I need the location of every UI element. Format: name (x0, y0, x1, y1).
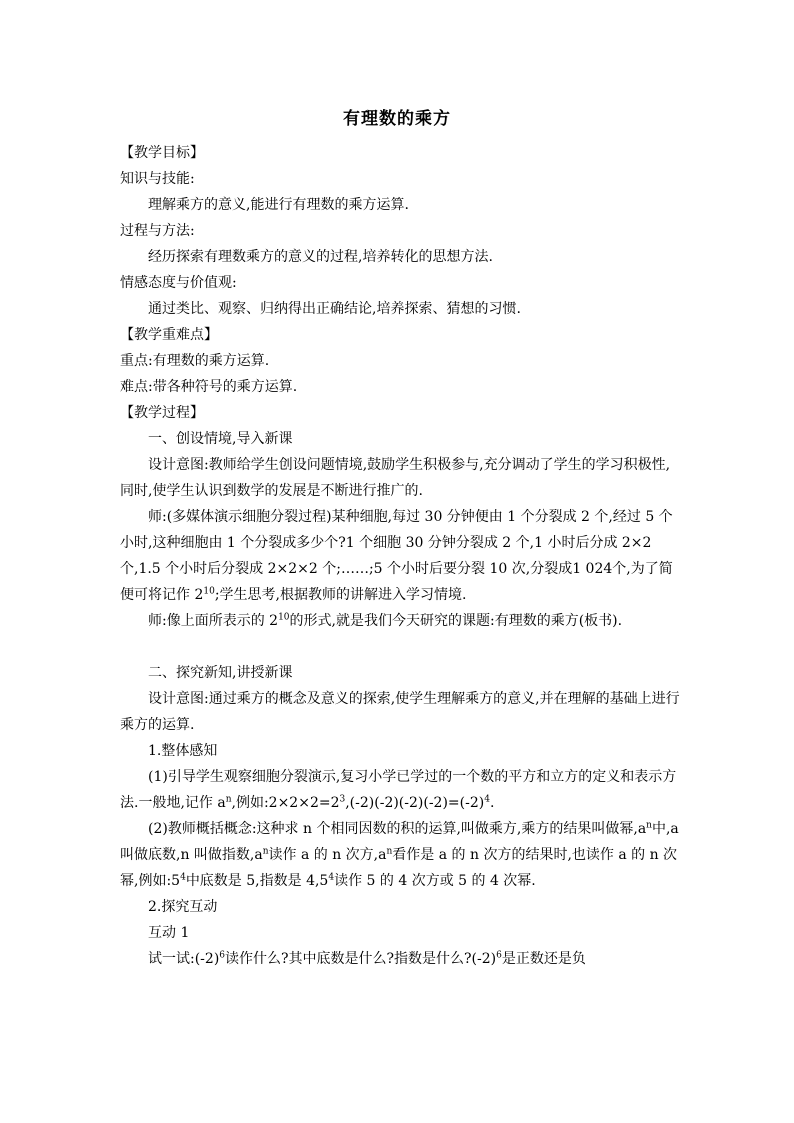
document-body (120, 140, 680, 972)
exponent: n (386, 846, 393, 857)
process-label: 过程与方法: (120, 223, 195, 239)
sub1-title: 1.整体感知 (148, 743, 218, 759)
step1-design: 设计意图:教师给学生创设问题情境,鼓励学生积极参与,充分调动了学生的学习积极性,同时,使学生认识到数学的发展是不断进行推广的. (120, 457, 671, 499)
text-run: 中,a 叫做底数,n 叫做指数,a (120, 821, 679, 863)
sub1-paragraph-2 (120, 816, 680, 894)
text-run: 试一试:(-2) (148, 951, 220, 967)
text-run: 读作什么?其中底数是什么?指数是什么?(-2) (225, 951, 497, 967)
exponent: 6 (496, 950, 502, 961)
knowledge-label: 知识与技能: (120, 171, 195, 187)
text-run: (2)教师概括概念:这种求 n 个相同因数的积的运算,叫做乘方,乘方的结果叫做幂,a (148, 821, 647, 837)
text-run: 的形式,就是我们今天研究的课题:有理数的乘方(板书). (289, 613, 623, 629)
interact-title: 互动 1 (148, 925, 190, 941)
step1-teacher-paragraph-b (120, 608, 680, 634)
attitude-label: 情感态度与价值观: (120, 275, 237, 291)
text-run: 师:(多媒体演示细胞分裂过程)某种细胞,每过 30 分钟便由 1 个分裂成 2 个,经过 5 个小时,这种细胞由 1 个分裂成多少个?1 个细胞 30 分钟分裂成 2 个,1 小时后分成 2×2 个,1.5 个小时后分裂成 2×2×2 个;……;5 个小时后要分裂 10 次,分裂成1 024个,为了简便可将记作 2 (120, 509, 673, 603)
exponent: 3 (339, 794, 346, 805)
text-run: 读作 5 的 4 次方或 5 的 4 次幂. (334, 873, 536, 889)
interact-paragraph (120, 946, 680, 972)
text-run: . (489, 795, 495, 811)
text-run: 看作是 a 的 n 次方的结果时,也读作 a 的 n 次幂,例如:5 (120, 847, 678, 889)
sub1-paragraph-1 (120, 764, 680, 816)
objectives-heading: 【教学目标】 (120, 145, 204, 161)
text-run: ,例如:2×2×2=2 (231, 795, 340, 811)
blank-line (120, 634, 680, 660)
exponent: 4 (484, 794, 490, 805)
text-run: 师:像上面所表示的 2 (148, 613, 279, 629)
attitude-text: 通过类比、观察、归纳得出正确结论,培养探索、猜想的习惯. (148, 301, 521, 317)
exponent: n (262, 846, 269, 857)
exponent: 10 (278, 612, 290, 623)
exponent: n (646, 820, 652, 831)
page-title: 有理数的乘方 (343, 109, 451, 129)
knowledge-text: 理解乘方的意义,能进行有理数的乘方运算. (148, 197, 409, 213)
step1-teacher-paragraph-a (120, 504, 680, 608)
text-run: 是正数还是负 (501, 951, 586, 967)
exponent: 4 (328, 872, 335, 883)
text-run: ,(-2)(-2)(-2)(-2)=(-2) (345, 795, 485, 811)
key-point: 重点:有理数的乘方运算. (120, 353, 270, 369)
step2-title: 二、探究新知,讲授新课 (148, 665, 293, 681)
exponent: n (225, 794, 232, 805)
step1-title: 一、创设情境,导入新课 (148, 431, 293, 447)
exponent: 6 (219, 950, 226, 961)
exponent: 10 (203, 586, 215, 597)
sub2-title: 2.探究互动 (148, 899, 218, 915)
step2-design: 设计意图:通过乘方的概念及意义的探索,使学生理解乘方的意义,并在理解的基础上进行乘方的运算. (120, 691, 680, 733)
difficult-point: 难点:带各种符号的乘方运算. (120, 379, 298, 395)
text-run: (1)引导学生观察细胞分裂演示,复习小学已学过的一个数的平方和立方的定义和表示方法.一般地,记作 a (120, 769, 677, 811)
text-run: 中底数是 5,指数是 4,5 (185, 873, 329, 889)
process-text: 经历探索有理数乘方的意义的过程,培养转化的思想方法. (148, 249, 493, 265)
text-run: ;学生思考,根据教师的讲解进入学习情境. (214, 587, 467, 603)
process-heading: 【教学过程】 (120, 405, 204, 421)
exponent: 4 (180, 872, 186, 883)
keypoints-heading: 【教学重难点】 (120, 327, 218, 343)
text-run: 读作 a 的 n 次方,a (268, 847, 387, 863)
